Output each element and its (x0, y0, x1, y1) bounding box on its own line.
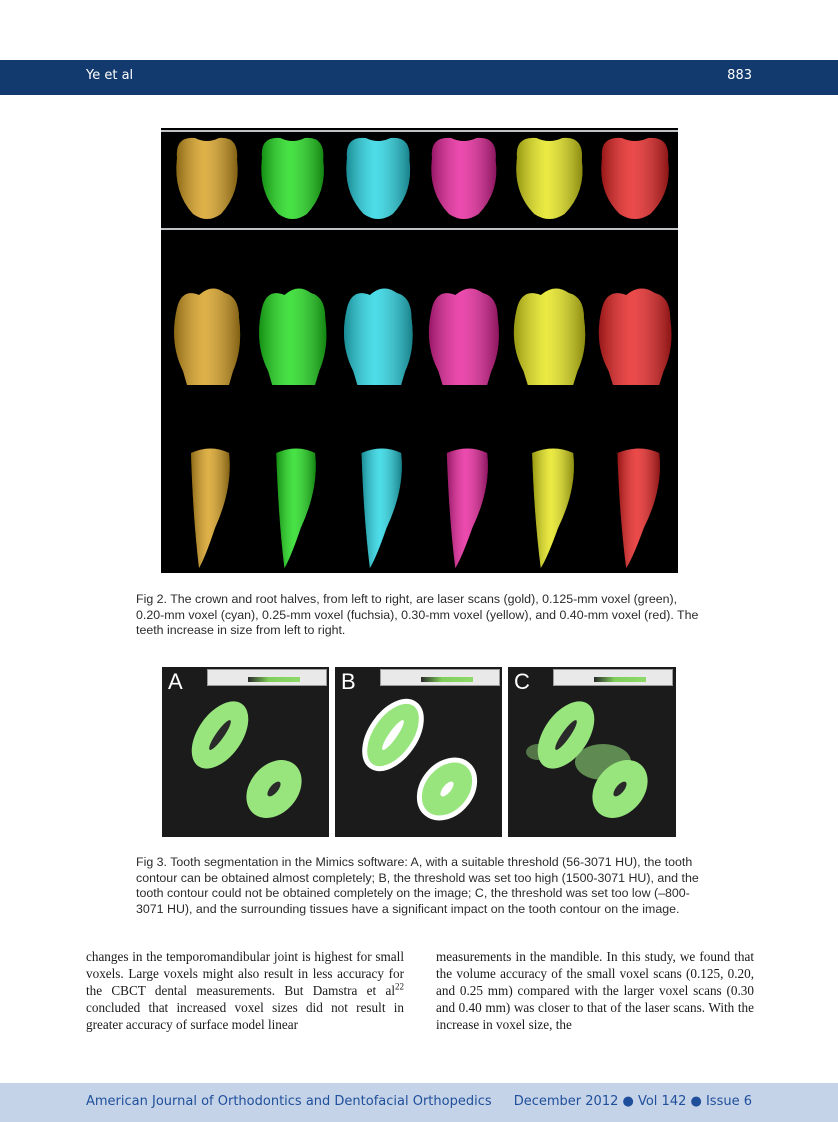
running-footer (0, 1083, 838, 1122)
tooth-renders (161, 128, 678, 573)
crown-occlusal-shading (346, 138, 410, 219)
crown-side-shading (344, 288, 413, 385)
crown-side-shading (259, 288, 326, 385)
figure-3-panel-c (508, 667, 676, 837)
crown-occlusal-shading (516, 138, 582, 219)
figure-3-caption: Fig 3. Tooth segmentation in the Mimics software: A, with a suitable threshold (56-3071 HU), the tooth contour can be obtained almost completely; B, the threshold was set too high (1500-3071 HU), and the tooth contour could not be obtained completely on the image; C, the threshold was set too low (–800-3071 HU), and the surrounding tissues have a significant impact on the tooth contour on the image. (136, 855, 699, 916)
crown-side-shading (429, 288, 499, 385)
root-half-shading (447, 449, 488, 569)
running-header (0, 60, 838, 95)
reference-superscript: 22 (395, 981, 404, 992)
header-page-number: 883 (727, 68, 752, 83)
root-half-shading (617, 449, 660, 569)
segmentation-slice (162, 667, 329, 837)
panel-label: A (168, 669, 183, 694)
threshold-slider (553, 669, 673, 686)
body-text-span: concluded that increased voxel sizes did not result in greater accuracy of surface model linear (86, 1000, 404, 1033)
body-column-left (86, 948, 404, 1033)
crown-occlusal-shading (601, 138, 668, 219)
segmentation-slice (335, 667, 502, 837)
figure-3-panel-b (335, 667, 502, 837)
crown-side-shading (599, 288, 672, 385)
root-half-shading (362, 449, 402, 569)
root-half-shading (532, 449, 574, 569)
panel-label: C (514, 669, 530, 694)
panel-label: B (341, 669, 356, 694)
footer-issue-info: December 2012 ● Vol 142 ● Issue 6 (513, 1094, 752, 1109)
body-column-right: measurements in the mandible. In this study, we found that the volume accuracy of the small voxel scans (0.125, 0.20, and 0.25 mm) compared with the larger voxel scans (0.30 and 0.40 mm) was closer to that of the laser scans. With the increase in voxel size, the (436, 949, 754, 1033)
crown-side-shading (514, 288, 585, 385)
crown-occlusal-shading (176, 138, 237, 219)
threshold-slider (380, 669, 500, 686)
root-half-shading (191, 449, 230, 569)
body-text-span: changes in the temporomandibular joint is highest for small voxels. Large voxels might also result in less accuracy for the CBCT dental measurements. But Damstra et al (86, 949, 404, 999)
segmentation-slice (508, 667, 676, 837)
figure-3-panel-a (162, 667, 329, 837)
header-author: Ye et al (86, 68, 134, 83)
crown-occlusal-shading (261, 138, 324, 219)
threshold-slider (207, 669, 327, 686)
footer-journal-name: American Journal of Orthodontics and Dentofacial Orthopedics (86, 1094, 492, 1109)
crown-occlusal-shading (431, 138, 496, 219)
crown-side-shading (174, 288, 240, 385)
figure-2-image (161, 128, 678, 573)
figure-2-caption: Fig 2. The crown and root halves, from left to right, are laser scans (gold), 0.125-mm voxel (green), 0.20-mm voxel (cyan), 0.25-mm voxel (fuchsia), 0.30-mm voxel (yellow), and 0.40-mm voxel (red). The teeth increase in size from left to right. (136, 592, 699, 637)
root-half-shading (276, 449, 316, 569)
